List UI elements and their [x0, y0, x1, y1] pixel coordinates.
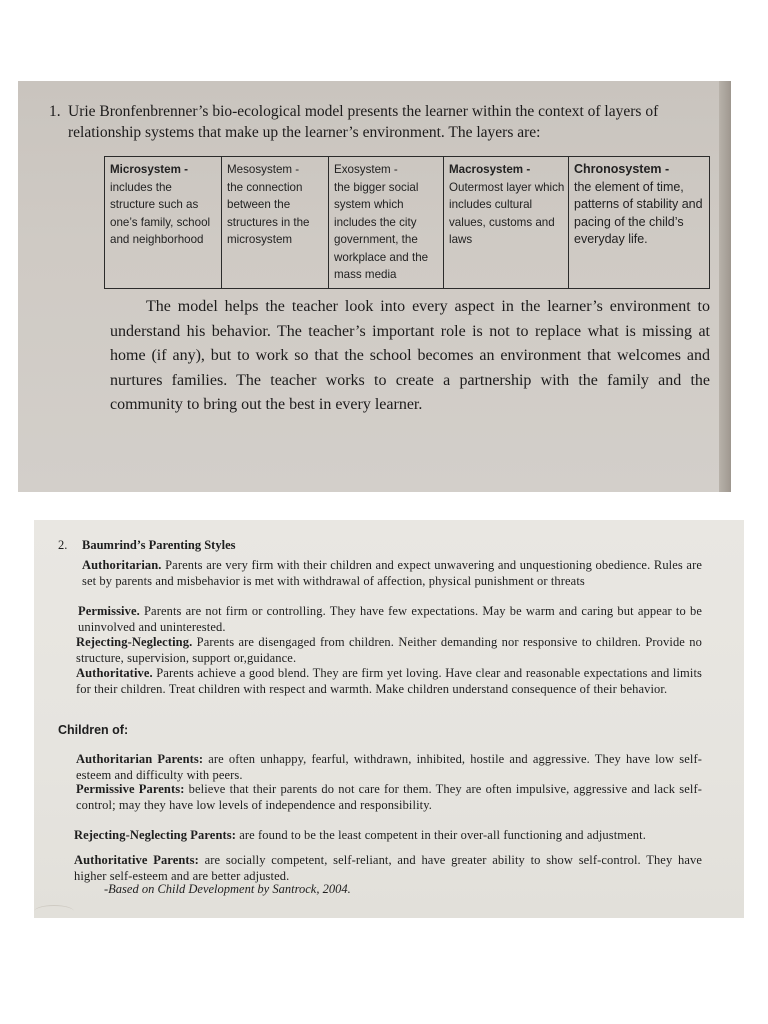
children-permissive — [76, 782, 702, 813]
layer-heading: Chronosystem - — [574, 162, 670, 176]
children-term: Authoritarian Parents: — [76, 752, 204, 766]
style-authoritarian — [82, 558, 702, 589]
layer-heading: Macrosystem - — [449, 163, 531, 176]
layer-text: the bigger social system which includes the city government, the workplace and the mass media — [334, 180, 429, 281]
section2-title — [58, 538, 236, 553]
section2-title-text: Baumrind’s Parenting Styles — [82, 538, 236, 552]
layers-row — [105, 157, 710, 289]
children-authoritarian — [76, 752, 702, 783]
style-rejecting-neglecting — [76, 635, 702, 666]
style-text: Parents achieve a good blend. They are firm yet loving. Have clear and reasonable expectations and limits for their children. Treat children with respect and warmth. Make children understand consequence of their behavior. — [76, 666, 702, 696]
style-text: Parents are disengaged from children. Neither demanding nor responsive to children. Provide no structure, supervision, support or,guidance. — [76, 635, 702, 665]
style-authoritative — [76, 666, 702, 697]
style-term: Rejecting-Neglecting. — [76, 635, 193, 649]
layer-text: includes the structure such as one’s family, school and neighborhood — [110, 180, 211, 246]
section1-intro-text: Urie Bronfenbrenner’s bio-ecological model presents the learner within the context of layers of relationship systems that make up the learner’s environment. The layers are: — [68, 103, 659, 141]
photo-baumrind-page — [34, 520, 744, 918]
layer-mesosystem — [222, 157, 329, 289]
layer-chronosystem — [569, 157, 710, 289]
style-text: Parents are not firm or controlling. They have few expectations. May be warm and caring but appear to be uninvolved and uninterested. — [78, 604, 702, 634]
layer-heading: Mesosystem - — [227, 163, 300, 176]
style-term: Permissive. — [78, 604, 140, 618]
children-term: Rejecting-Neglecting Parents: — [74, 828, 236, 842]
layer-exosystem — [329, 157, 444, 289]
children-text: are found to be the least competent in their over-all functioning and adjustment. — [239, 828, 646, 842]
children-authoritative — [74, 853, 702, 884]
children-rejecting-neglecting — [74, 828, 702, 844]
layer-text: the element of time, patterns of stability and pacing of the child’s everyday life. — [574, 179, 703, 246]
photo-bronfenbrenner-page — [18, 81, 731, 492]
section1-paragraph-text: The model helps the teacher look into every aspect in the learner’s environment to understand his behavior. The teacher’s important role is not to replace what is missing at home (if any), but to work so that the school becomes an environment that welcomes and nurtures families. The teacher works to create a partnership with the family and the community to bring out the best in every learner. — [110, 298, 710, 413]
style-term: Authoritarian. — [82, 558, 162, 572]
section1-paragraph — [110, 295, 710, 418]
children-text: are often unhappy, fearful, withdrawn, inhibited, hostile and aggressive. They have low self-esteem and difficulty with peers. — [76, 752, 702, 782]
children-term: Permissive Parents: — [76, 782, 185, 796]
children-term: Authoritative Parents: — [74, 853, 199, 867]
layer-microsystem — [105, 157, 222, 289]
section1-number: 1. — [49, 103, 61, 120]
layer-macrosystem — [444, 157, 569, 289]
layer-text: the connection between the structures in the microsystem — [227, 180, 310, 246]
layer-heading: Exosystem - — [334, 163, 398, 176]
children-text: are socially competent, self-reliant, and have greater ability to show self-control. They have higher self-esteem and are better adjusted. — [74, 853, 702, 883]
page-curl — [34, 905, 74, 918]
page-spine-shadow — [719, 81, 731, 492]
style-text: Parents are very firm with their children and expect unwavering and unquestioning obedience. Rules are set by parents and misbehavior is met with withdrawal of affection, physical punishment or threats — [82, 558, 702, 588]
layer-heading: Microsystem - — [110, 163, 188, 176]
children-text: believe that their parents do not care for them. They are often impulsive, aggressive and lack self-control; may they have low levels of independence and responsibility. — [76, 782, 702, 812]
section1-intro — [50, 101, 720, 143]
style-term: Authoritative. — [76, 666, 153, 680]
section2-number: 2. — [58, 538, 68, 552]
children-heading: Children of: — [58, 723, 129, 737]
style-permissive — [78, 604, 702, 635]
source-credit: -Based on Child Development by Santrock, 2004. — [104, 882, 351, 896]
layer-text: Outermost layer which includes cultural values, customs and laws — [449, 180, 565, 246]
layers-table — [104, 156, 710, 289]
